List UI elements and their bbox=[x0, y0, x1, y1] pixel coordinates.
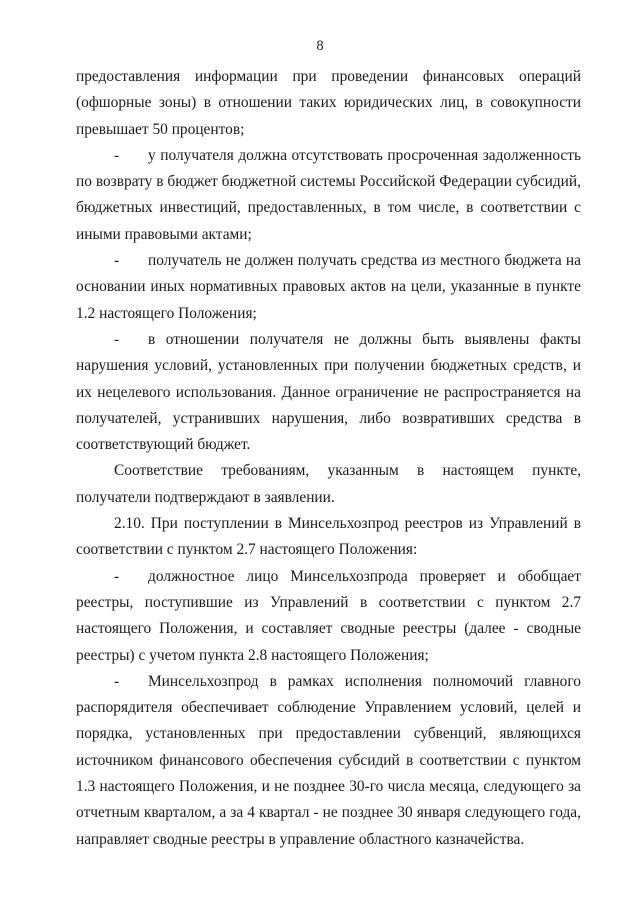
list-item bbox=[76, 327, 581, 458]
list-item bbox=[76, 669, 581, 853]
paragraph-text: 2.10. При поступлении в Минсельхозпрод реестров из Управлений в соответствии с пунктом 2.7 настоящего Положения: bbox=[76, 515, 581, 559]
paragraph-continuation bbox=[76, 64, 581, 143]
list-dash-marker: - bbox=[114, 330, 120, 348]
page-number: 8 bbox=[316, 38, 324, 54]
list-item-text: Минсельхозпрод в рамках исполнения полномочий главного распорядителя обеспечивает соблюдение Управлением условий, целей и порядка, установленных при предоставлении субвенций, являющихся источником финансового обеспечения субсидий в соответствии с пунктом 1.3 настоящего Положения, и не позднее 30-го числа месяца, следующего за отчетным кварталом, а за 4 квартал - не позднее 30 января следующего года, направляет сводные реестры в управление областного казначейства. bbox=[76, 672, 581, 848]
paragraph-text: Соответствие требованиям, указанным в настоящем пункте, получатели подтверждают в заявлении. bbox=[76, 462, 581, 506]
list-item-text: получатель не должен получать средства из местного бюджета на основании иных нормативных правовых актов на цели, указанные в пункте 1.2 настоящего Положения; bbox=[76, 252, 581, 322]
list-item-text: у получателя должна отсутствовать просроченная задолженность по возврату в бюджет бюджетной системы Российской Федерации субсидий, бюджетных инвестиций, предоставленных, в том числе, в соответствии с иными правовыми актами; bbox=[76, 146, 581, 243]
list-dash-marker: - bbox=[114, 567, 120, 585]
list-item bbox=[76, 564, 581, 669]
list-dash-marker: - bbox=[114, 146, 120, 164]
list-item bbox=[76, 143, 581, 248]
document-body bbox=[76, 64, 581, 853]
paragraph-text: предоставления информации при проведении финансовых операций (офшорные зоны) в отношении таких юридических лиц, в совокупности превышает 50 процентов; bbox=[76, 68, 581, 138]
list-dash-marker: - bbox=[114, 252, 120, 270]
list-item-text: должностное лицо Минсельхозпрода проверяет и обобщает реестры, поступившие из Управлений в соответствии с пунктом 2.7 настоящего Положения, и составляет сводные реестры (далее - сводные реестры) с учетом пункта 2.8 настоящего Положения; bbox=[76, 567, 581, 664]
list-item bbox=[76, 248, 581, 327]
list-item-text: в отношении получателя не должны быть выявлены факты нарушения условий, установленных при получении бюджетных средств, и их нецелевого использования. Данное ограничение не распространяется на получателей, устранивших нарушения, либо возвративших средства в соответствующий бюджет. bbox=[76, 330, 581, 454]
paragraph-section-2-10 bbox=[76, 511, 581, 564]
paragraph bbox=[76, 458, 581, 511]
list-dash-marker: - bbox=[114, 672, 120, 690]
